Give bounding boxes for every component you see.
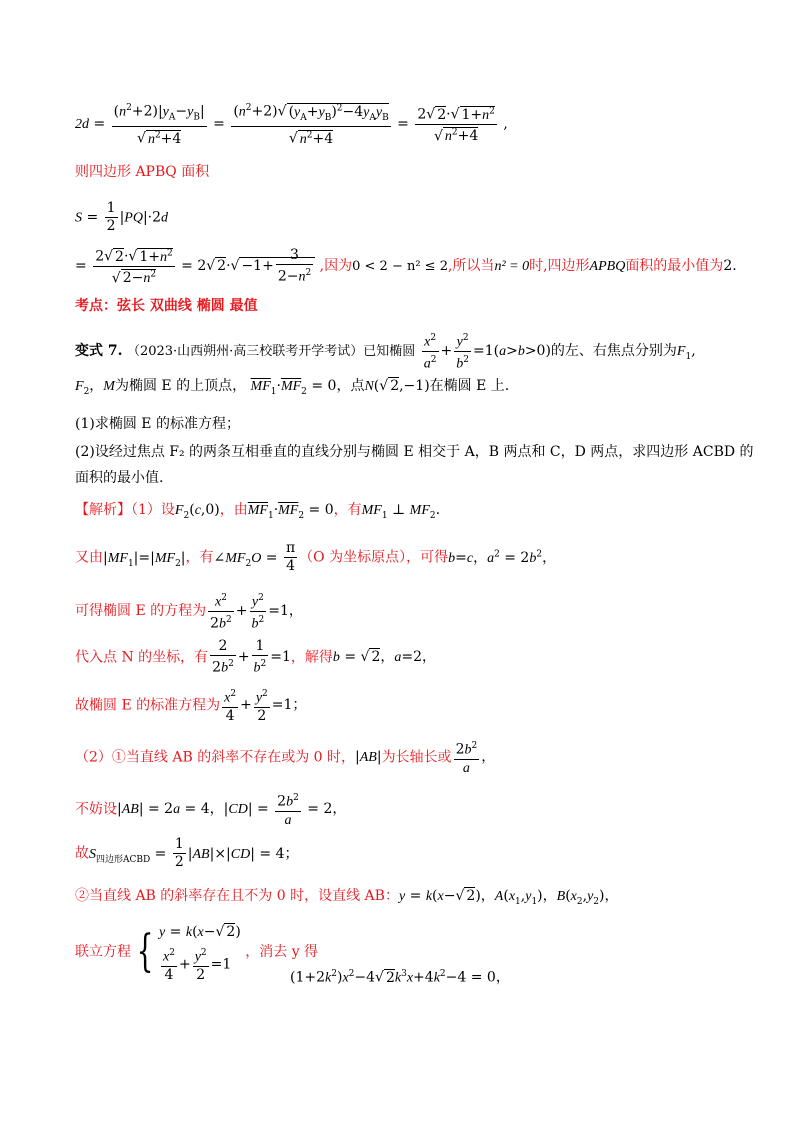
question-2: (2)设经过焦点 F₂ 的两条互相垂直的直线分别与椭圆 E 相交于 A，B 两点和 C，D 两点，求四边形 ACBD 的 — [75, 444, 754, 460]
solution-line2: 又由$|MF_1|=|MF_2|$，有$\angle MF_2O$ = $\frac{\pi}{4}$ （O 为坐标原点），可得b=c，$a^2 = 2b^2$， — [75, 540, 557, 574]
solution-line8: 故$S_{四边形ACBD}$ = $\frac{1}{2}$ |AB|×|CD| = 4； — [75, 836, 299, 870]
problem-7-line2: $F_2$，M为椭圆 E 的上顶点， $\overline{MF}_1\cdot\overline{MF}_2 = 0$，点N(√ 2,−1)在椭圆 E 上. — [75, 378, 510, 397]
solution-line4: 代入点 N 的坐标，有 $\frac{2}{2b^2}$ + $\frac{1}{b^2}$ =1，解得b = √ 2，a=2， — [75, 638, 437, 676]
area-result-line: = $\frac{2√ 2\cdot√ 1+n^2}{√ 2-n^2}$ = 2√ 2·√ −1+ $\frac{3}{2-n^2}$ ,因为0 < 2 − n² ≤ 2,所以当n² = 0时,四边形APBQ面积的最小值为2. — [75, 246, 737, 287]
question-1: (1)求椭圆 E 的标准方程； — [75, 416, 240, 432]
solution-line11: $(1+2k^2)x^2-4√$ $2k^3x+4k^2-4 = 0$， — [290, 969, 510, 986]
solution-line3: 可得椭圆 E 的方程为 $\frac{x^2}{2b^2}$ + $\frac{y^2}{b^2}$ =1， — [75, 590, 740, 630]
area-derivation-line: 2d = $\frac{(n^2+2)|y_A-y_B|}{√ n^2+4}$ = $\frac{(n^2+2)√ (y_A+y_B)^2-4y_Ay_B}{√ n^2+4}$ = $\frac{2√ 2\cdot√ 1+n^2}{√ n^2+4}$ , — [75, 100, 740, 150]
question-2-cont: 面积的最小值. — [75, 470, 164, 486]
area-formula-line: S = $\frac{1}{2}$ |PQ|·2d — [75, 200, 169, 234]
solution-line6: （2）①当直线 AB 的斜率不存在或为 0 时，|AB|为长轴长或 $\frac{2b^2}{a}$ ， — [75, 738, 740, 778]
keypoints-text: 考点：弦长 双曲线 椭圆 最值 — [75, 298, 258, 314]
problem-7-line1: 变式 7. （2023·山西朔州·高三校联考开学考试）已知椭圆 $\frac{x^2}{a^2}$ + $\frac{y^2}{b^2}$ =1(a>b>0)的左、右焦点分别为$F_1$, — [75, 330, 740, 370]
solution-line5: 故椭圆 E 的标准方程为 $\frac{x^2}{4}$ + $\frac{y^2}{2}$ =1； — [75, 686, 740, 726]
solution-line1: 【解析】（1）设$F_2(c,0)$，由$\overline{MF}_1\cdot\overline{MF}_2 = 0$，有$MF_1$ ⊥ $MF_2$. — [75, 502, 441, 521]
solution-line9: ②当直线 AB 的斜率存在且不为 0 时，设直线 AB：y = k(x−√ 2)，$A(x_1,y_1)$，$B(x_2,y_2)$， — [75, 888, 619, 907]
area-intro-text: 则四边形 APBQ 面积 — [75, 164, 210, 180]
solution-line7: 不妨设|AB| = 2a = 4，|CD| = $\frac{2b^2}{a}$ = 2， — [75, 790, 740, 830]
solution-line10: 联立方程 { y = k(x−√ 2) $\frac{x^2}{4}$ + $\frac{y^2}{2}$ =1 ，消去 y 得 — [75, 924, 319, 983]
